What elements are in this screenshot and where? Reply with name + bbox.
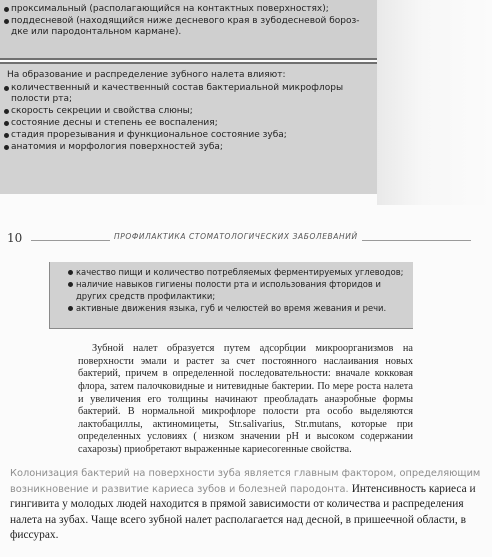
body-paragraph: Зубной налет образуется путем адсорбции микроорганизмов на поверхности эмали и растет за счет постоянного наслаивания новых бактерий, причем в определенной последовательности: вначале кокковая флора, затем палочковидные и нитевидные бактерии. По мере роста налета и увеличения его толщины начинают преобладать анаэробные формы бактерий. В нормальной микрофлоре полости рта особо выделяются лактобациллы, актиномицеты, Str.salivarius, Str.mutans, которые при определенных условиях ( низком значении pH и высоком содержании сахарозы) приобретают выраженные кариесогенные свойства. xyxy=(78,343,413,456)
factors-continued-box xyxy=(49,262,413,329)
list-item: наличие навыков гигиены полости рта и использования фторидов и других средств профилактики; xyxy=(66,278,413,302)
factors-list xyxy=(0,83,377,154)
bullet-icon xyxy=(68,282,73,287)
bullet-icon xyxy=(4,121,9,126)
bullet-icon xyxy=(4,86,9,91)
list-item: стадия прорезывания и функциональное состояние зуба; xyxy=(2,130,377,142)
bullet-icon xyxy=(4,7,9,12)
list-item: состояние десны и степень ее воспаления; xyxy=(2,118,377,130)
running-head: ПРОФИЛАКТИКА СТОМАТОЛОГИЧЕСКИХ ЗАБОЛЕВАНИЙ xyxy=(110,232,362,241)
page-number: 10 xyxy=(7,231,23,245)
factors-lead: На образование и распределение зубного налета влияют: xyxy=(7,70,286,80)
bullet-icon xyxy=(4,133,9,138)
bottom-paragraph xyxy=(10,466,484,544)
plaque-types-list xyxy=(0,0,377,39)
bullet-icon xyxy=(4,145,9,150)
bottom-sans-text: Колонизация бактерий на поверхности зуба является главным фактором, определяющим возникновение и развитие кариеса зубов и болезней пародонта. xyxy=(10,468,481,495)
bullet-icon xyxy=(68,270,73,275)
list-item: проксимальный (располагающийся на контактных поверхностях); xyxy=(2,4,377,16)
plaque-types-box xyxy=(0,0,377,60)
list-item: анатомия и морфология поверхностей зуба; xyxy=(2,142,377,154)
page-gutter-shadow xyxy=(377,0,492,205)
factors-continued-list xyxy=(50,262,413,314)
bullet-icon xyxy=(68,306,73,311)
plaque-factors-box xyxy=(0,62,377,194)
bullet-icon xyxy=(4,109,9,114)
list-item: количественный и качественный состав бактериальной микрофлоры полости рта; xyxy=(2,83,377,106)
bullet-icon xyxy=(4,19,9,24)
bottom-serif-text: Интенсивность кариеса и гингивита у молодых людей находится в прямой зависимости от количества и распределения налета на зубах. Чаще всего зубной налет располагается над десной, в пришеечной области, в фиссурах. xyxy=(10,482,476,541)
list-item: активные движения языка, губ и челюстей во время жевания и речи. xyxy=(66,302,413,314)
list-item: скорость секреции и свойства слюны; xyxy=(2,106,377,118)
list-item: поддесневой (находящийся ниже десневого края в зубодесневой бороз-дке или пародонтальном кармане). xyxy=(2,16,377,39)
list-item: качество пищи и количество потребляемых ферментируемых углеводов; xyxy=(66,266,413,278)
